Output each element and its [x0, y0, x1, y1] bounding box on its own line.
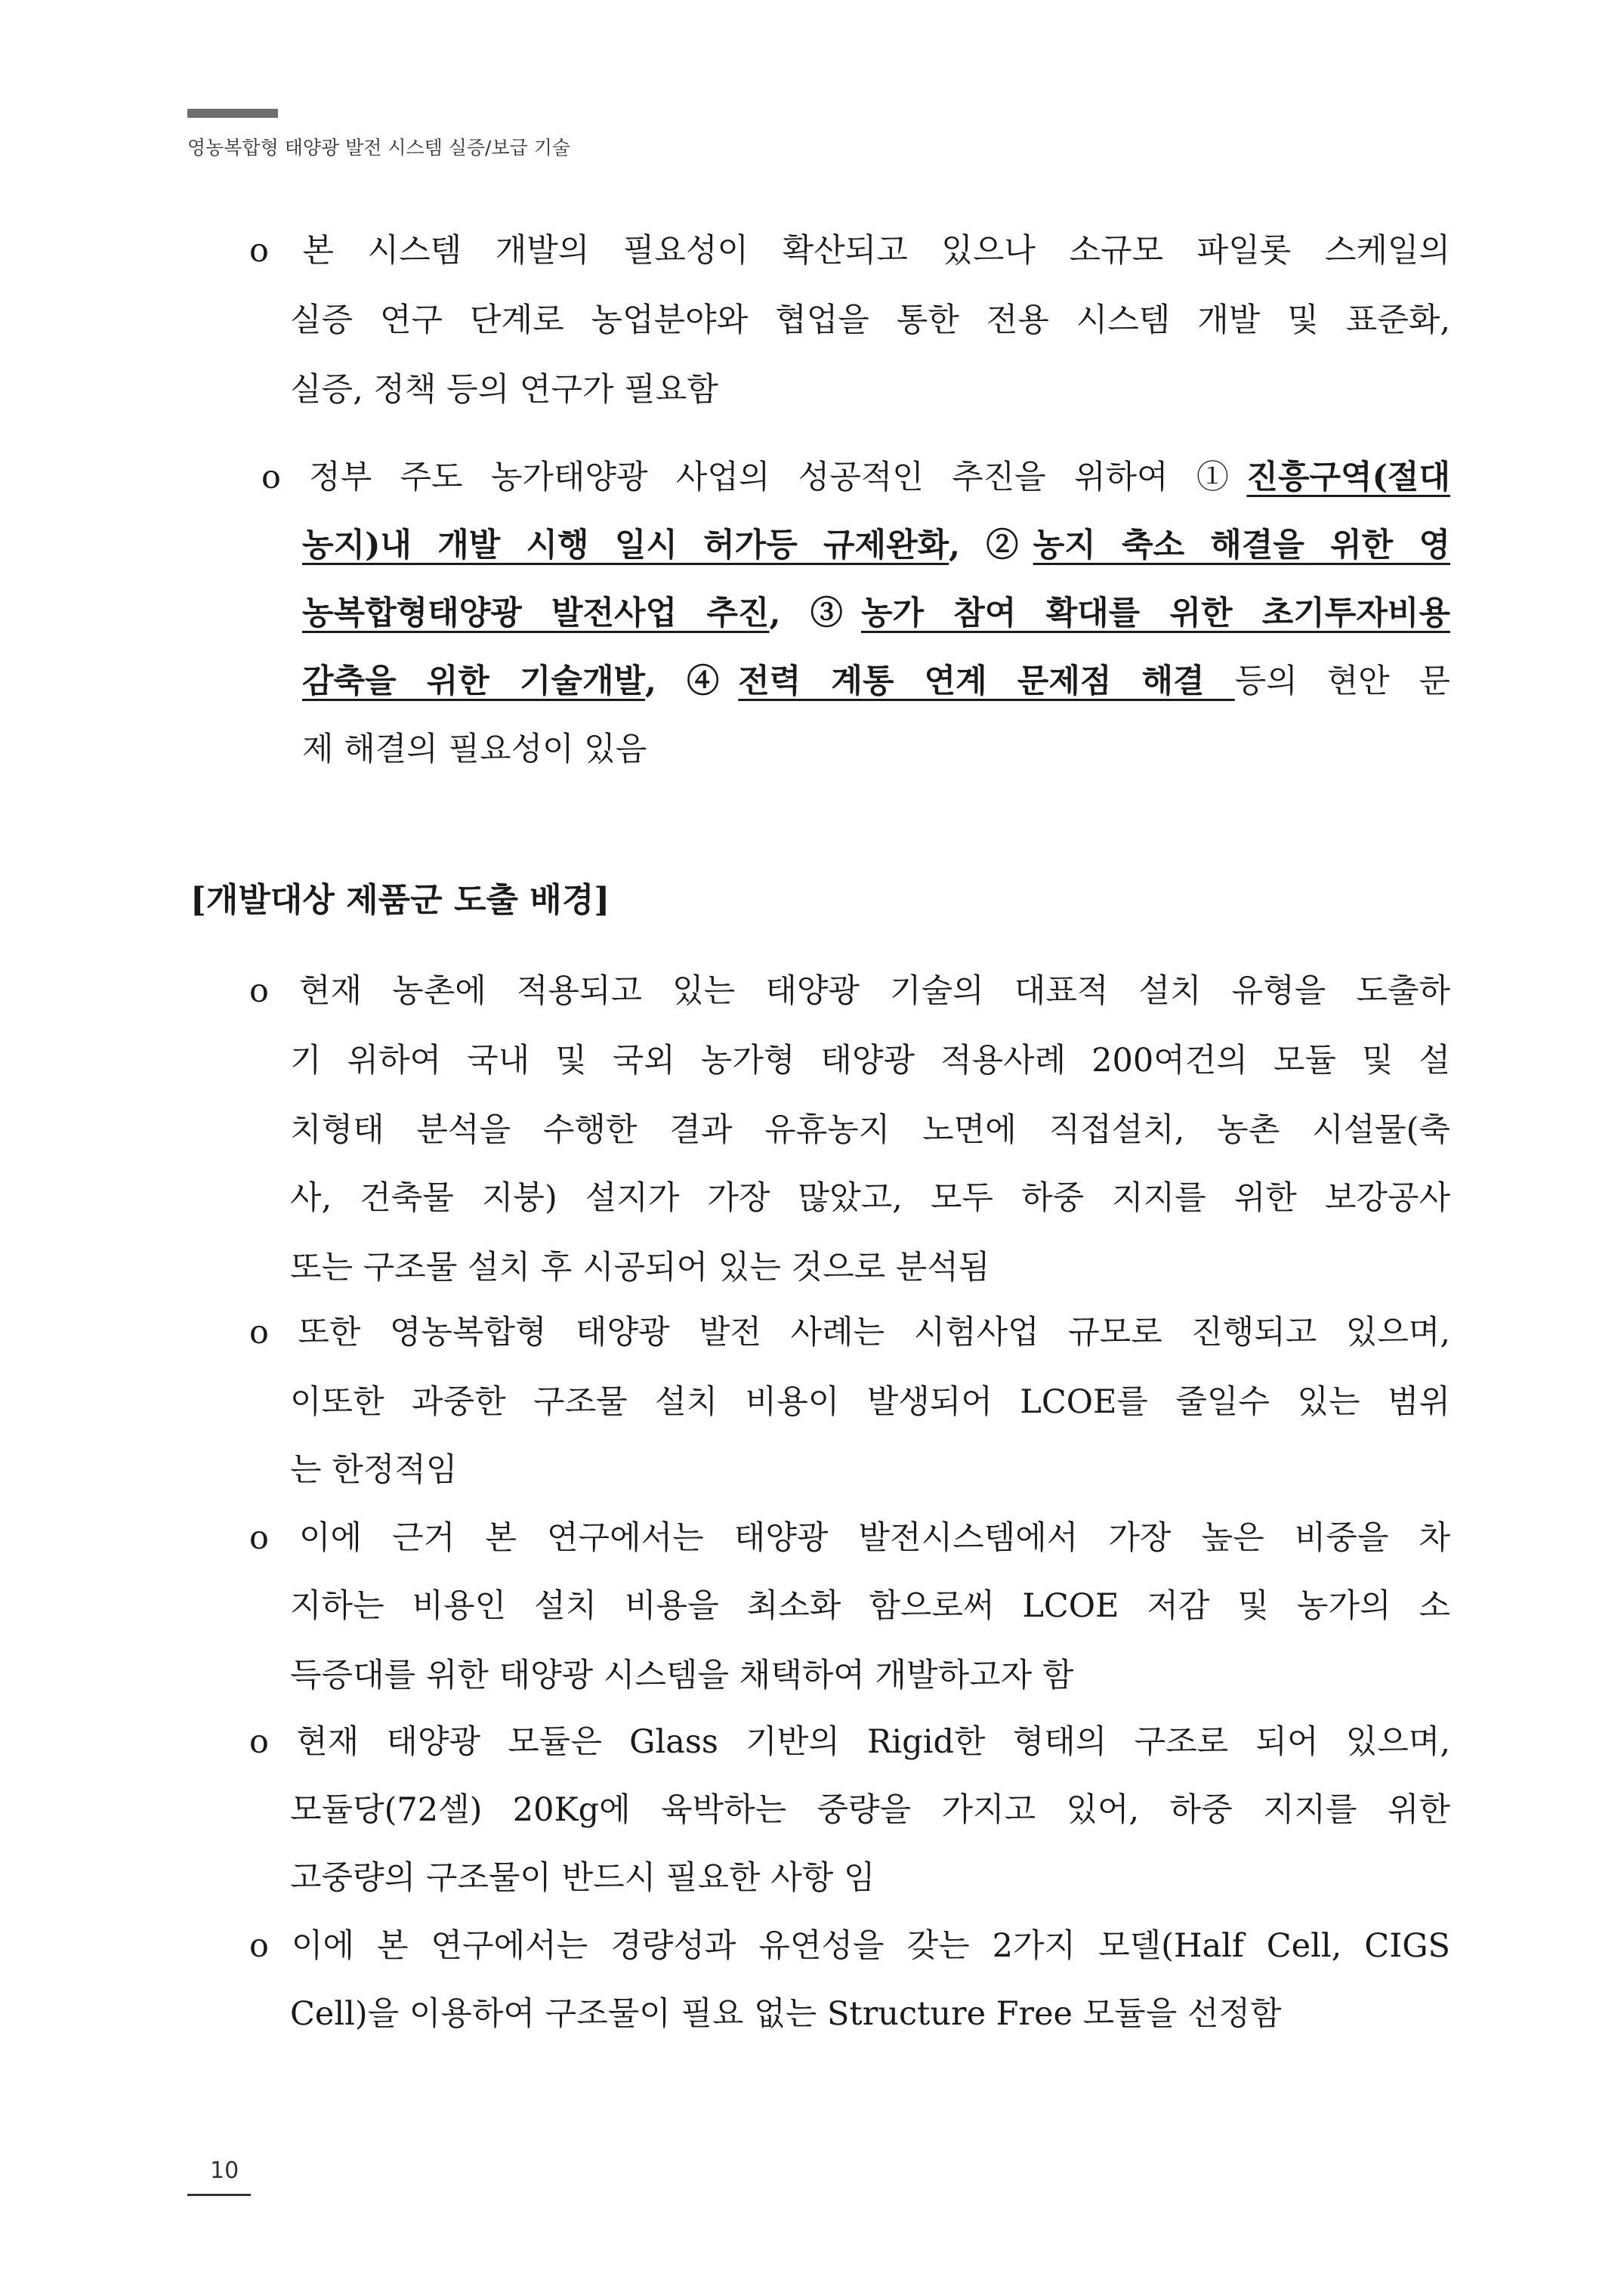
policy-text: 등의 현안 문: [1234, 663, 1450, 700]
policy-text: , ②: [949, 527, 1033, 564]
paragraph-line: o 이에 본 연구에서는 경량성과 유연성을 갖는 2가지 모델(Half Cell, CIGS: [249, 1927, 1450, 1965]
page-number: 10: [210, 2158, 239, 2184]
policy-line-4: [302, 659, 1450, 704]
paragraph-line: 실증, 정책 등의 연구가 필요함: [290, 371, 718, 409]
policy-text: , ④: [645, 663, 739, 700]
paragraph-line: 지하는 비용인 설치 비용을 최소화 함으로써 LCOE 저감 및 농가의 소: [290, 1587, 1450, 1625]
policy-line-5: 제 해결의 필요성이 있음: [302, 731, 647, 768]
paragraph-line: 실증 연구 단계로 농업분야와 협업을 통한 전용 시스템 개발 및 표준화,: [290, 301, 1450, 339]
paragraph-line: 치형태 분석을 수행한 결과 유휴농지 노면에 직접설치, 농촌 시설물(축: [290, 1111, 1450, 1149]
section-heading: [개발대상 제품군 도출 배경]: [190, 881, 610, 919]
paragraph-line: 또는 구조물 설치 후 시공되어 있는 것으로 분석됨: [290, 1249, 990, 1286]
running-header-title: 영농복합형 태양광 발전 시스템 실증/보급 기술: [187, 137, 571, 159]
policy-emphasis: 전력 계통 연계 문제점 해결: [738, 663, 1235, 700]
policy-emphasis: 진흥구역(절대: [1246, 459, 1450, 496]
paragraph-line: 는 한정적임: [290, 1451, 458, 1489]
policy-line-3: [302, 591, 1450, 636]
paragraph-line: o 본 시스템 개발의 필요성이 확산되고 있으나 소규모 파일롯 스케일의: [249, 232, 1450, 270]
paragraph-line: o 현재 농촌에 적용되고 있는 태양광 기술의 대표적 설치 유형을 도출하: [249, 972, 1450, 1010]
policy-text: , ③: [769, 595, 861, 632]
paragraph-line: 사, 건축물 지붕) 설지가 가장 많았고, 모두 하중 지지를 위한 보강공사: [290, 1179, 1450, 1217]
paragraph-line: o 현재 태양광 모듈은 Glass 기반의 Rigid한 형태의 구조로 되어 있으며,: [249, 1723, 1450, 1761]
policy-emphasis: 농가 참여 확대를 위한 초기투자비용: [860, 595, 1450, 632]
header-rule: [187, 109, 278, 118]
paragraph-line: o 이에 근거 본 연구에서는 태양광 발전시스템에서 가장 높은 비중을 차: [249, 1519, 1450, 1557]
paragraph-line: o 또한 영농복합형 태양광 발전 사례는 시험사업 규모로 진행되고 있으며,: [249, 1314, 1450, 1351]
policy-emphasis: 농복합형태양광 발전사업 추진: [302, 595, 770, 632]
policy-emphasis: 농지 축소 해결을 위한 영: [1033, 527, 1450, 564]
footer-rule: [187, 2194, 251, 2196]
policy-line-1: [261, 455, 1450, 500]
policy-emphasis: 감축을 위한 기술개발: [302, 663, 646, 700]
paragraph-line: 고중량의 구조물이 반드시 필요한 사항 임: [290, 1859, 875, 1897]
policy-text: o 정부 주도 농가태양광 사업의 성공적인 추진을 위하여 ①: [261, 459, 1247, 496]
paragraph-line: Cell)을 이용하여 구조물이 필요 없는 Structure Free 모듈을 선정함: [290, 1995, 1282, 2033]
paragraph-line: 득증대를 위한 태양광 시스템을 채택하여 개발하고자 함: [290, 1657, 1074, 1694]
policy-emphasis: 농지)내 개발 시행 일시 허가등 규제완화: [302, 527, 949, 564]
paragraph-line: 이또한 과중한 구조물 설치 비용이 발생되어 LCOE를 줄일수 있는 범위: [290, 1383, 1450, 1421]
paragraph-line: 모듈당(72셀) 20Kg에 육박하는 중량을 가지고 있어, 하중 지지를 위한: [290, 1791, 1450, 1829]
policy-line-2: [302, 523, 1450, 568]
paragraph-line: 기 위하여 국내 및 국외 농가형 태양광 적용사례 200여건의 모듈 및 설: [290, 1042, 1450, 1080]
